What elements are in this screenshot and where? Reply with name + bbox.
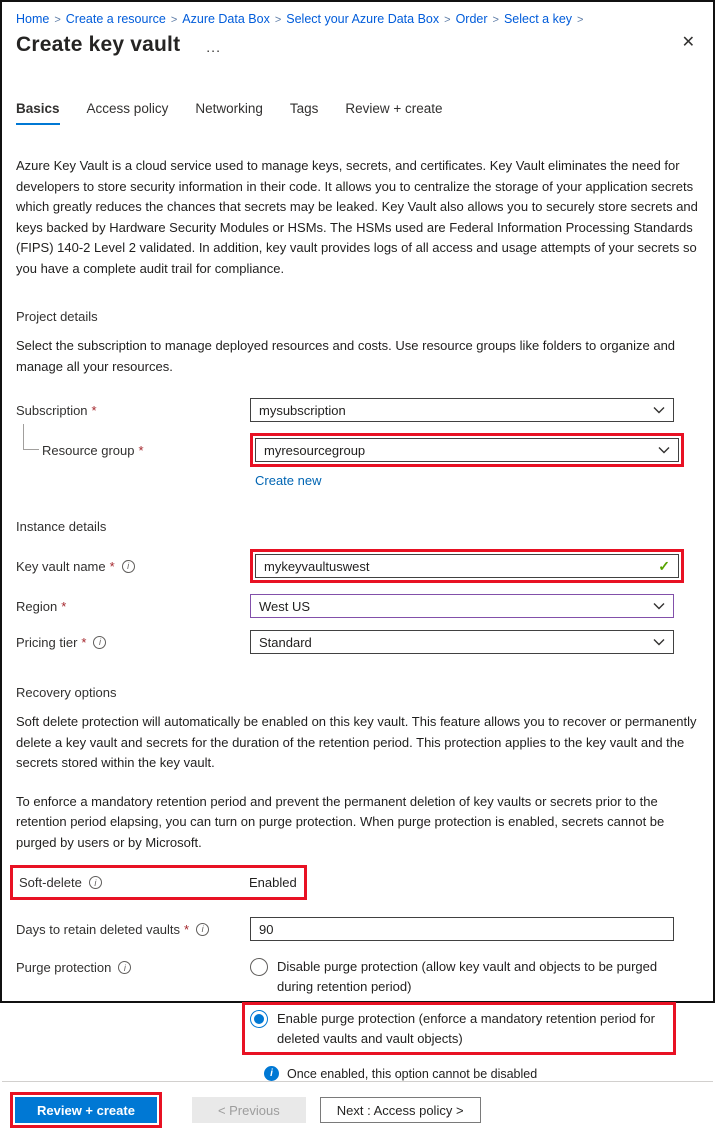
info-icon[interactable]: i: [118, 961, 131, 974]
highlight-box-resource-group: [250, 433, 684, 467]
breadcrumb-select-your-azure-data-box[interactable]: Select your Azure Data Box: [286, 12, 440, 26]
project-details-heading: Project details: [16, 309, 98, 325]
region-label: Region *: [16, 598, 67, 614]
retain-days-input[interactable]: [259, 918, 665, 940]
required-marker: *: [81, 634, 87, 650]
radio-enable-purge-protection[interactable]: [250, 1009, 671, 1048]
required-marker: *: [184, 921, 190, 937]
key-vault-name-label: Key vault name * i: [16, 559, 250, 574]
region-dropdown[interactable]: [250, 594, 674, 618]
tab-basics[interactable]: Basics: [16, 101, 60, 125]
highlight-box-key-vault-name: [250, 549, 684, 583]
next-access-policy-button[interactable]: Next : Access policy >: [320, 1097, 481, 1123]
chevron-down-icon: [658, 446, 670, 454]
breadcrumb-order[interactable]: Order: [455, 12, 488, 26]
recovery-paragraph-2: To enforce a mandatory retention period and prevent the permanent deletion of key vaults or secrets prior to the retention period elapsing, you can turn on purge protection. When purge protection is enabled, secrets cannot be purged by users or by Microsoft.: [16, 793, 665, 850]
info-icon[interactable]: i: [196, 923, 209, 936]
highlight-box-review-create: [10, 1092, 162, 1128]
breadcrumb-select-a-key[interactable]: Select a key: [503, 12, 573, 26]
key-vault-name-input[interactable]: [264, 555, 652, 577]
breadcrumb-separator: >: [170, 14, 178, 26]
breadcrumb-separator: >: [274, 14, 282, 26]
tab-review-create[interactable]: Review + create: [345, 101, 443, 116]
tab-networking[interactable]: Networking: [195, 101, 263, 116]
info-icon[interactable]: i: [89, 876, 102, 889]
resource-group-connector: [23, 424, 39, 450]
radio-disable-purge-protection[interactable]: [250, 957, 674, 996]
recovery-paragraph-1: Soft delete protection will automatically be enabled on this key vault. This feature allows you to recover or permanently delete a key vault and secrets for the duration of the retention period. This protection applies to the key vault and the secrets stored within the key vault.: [16, 714, 697, 771]
more-options-icon[interactable]: ...: [206, 39, 221, 55]
subscription-dropdown[interactable]: [250, 398, 674, 422]
breadcrumb-separator: >: [54, 14, 61, 26]
chevron-down-icon: [653, 638, 665, 646]
breadcrumb-azure-data-box[interactable]: Azure Data Box: [182, 12, 270, 26]
breadcrumb: [16, 12, 699, 26]
subscription-value: mysubscription: [259, 402, 346, 418]
chevron-down-icon: [653, 602, 665, 610]
tab-access-policy[interactable]: Access policy: [86, 101, 169, 116]
radio-disable-label: Disable purge protection (allow key vault and objects to be purged during retention period): [277, 959, 658, 994]
purge-protection-label: Purge protection i: [16, 960, 250, 975]
highlight-box-enable-purge: [242, 1002, 676, 1055]
radio-enable-label: Enable purge protection (enforce a mandatory retention period for deleted vaults and vault objects): [277, 1011, 655, 1046]
required-marker: *: [61, 598, 67, 614]
resource-group-dropdown[interactable]: [255, 438, 679, 462]
page-title: Create key vault: [16, 33, 181, 56]
region-value: West US: [259, 598, 311, 614]
instance-details-heading: Instance details: [16, 519, 107, 535]
tab-tags[interactable]: Tags: [289, 101, 319, 116]
info-icon[interactable]: i: [122, 560, 135, 573]
review-create-button[interactable]: Review + create: [15, 1097, 157, 1123]
resource-group-value: myresourcegroup: [264, 442, 366, 458]
tab-bar: [16, 101, 699, 125]
radio-unselected-icon[interactable]: [250, 958, 268, 976]
breadcrumb-create-a-resource[interactable]: Create a resource: [65, 12, 166, 26]
breadcrumb-separator: >: [577, 14, 584, 26]
soft-delete-value: Enabled: [249, 875, 297, 891]
intro-text: Azure Key Vault is a cloud service used to manage keys, secrets, and certificates. Key Vault eliminates the need for developers to store security information in their code. It allows you to centralize the storage of your application secrets which greatly reduces the chances that secrets may be leaked. Key Vault also allows you to securely store secrets and keys backed by Hardware Security Modules or HSMs. The HSMs used are Federal Information Processing Standards (FIPS) 140-2 Level 2 validated. In addition, key vault provides logs of all access and usage attempts of your secrets so you have a complete audit trail for compliance.: [16, 158, 698, 276]
project-details-description: Select the subscription to manage deployed resources and costs. Use resource groups like folders to organize and manage all your resources.: [16, 338, 676, 374]
resource-group-label: Resource group *: [42, 442, 144, 458]
previous-button[interactable]: < Previous: [192, 1097, 306, 1123]
breadcrumb-separator: >: [444, 14, 451, 26]
info-icon[interactable]: i: [93, 636, 106, 649]
subscription-label: Subscription *: [16, 402, 97, 418]
pricing-tier-dropdown[interactable]: [250, 630, 674, 654]
info-filled-icon: i: [264, 1066, 279, 1081]
retain-days-label: Days to retain deleted vaults * i: [16, 922, 250, 937]
highlight-box-soft-delete: [10, 865, 307, 900]
radio-selected-icon[interactable]: [250, 1010, 268, 1028]
breadcrumb-home[interactable]: Home: [16, 12, 50, 26]
soft-delete-label: Soft-delete i: [19, 875, 249, 890]
close-icon[interactable]: ✕: [681, 34, 695, 51]
pricing-tier-label: Pricing tier * i: [16, 635, 250, 650]
chevron-down-icon: [653, 406, 665, 414]
required-marker: *: [109, 558, 115, 574]
valid-check-icon: ✓: [658, 557, 670, 574]
recovery-options-heading: Recovery options: [16, 685, 117, 701]
breadcrumb-separator: >: [492, 14, 499, 26]
required-marker: *: [91, 402, 97, 418]
footer-bar: [2, 1081, 713, 1140]
required-marker: *: [138, 442, 144, 458]
create-new-link[interactable]: Create new: [255, 473, 322, 489]
pricing-tier-value: Standard: [259, 634, 312, 650]
purge-note: Once enabled, this option cannot be disabled: [287, 1066, 538, 1081]
